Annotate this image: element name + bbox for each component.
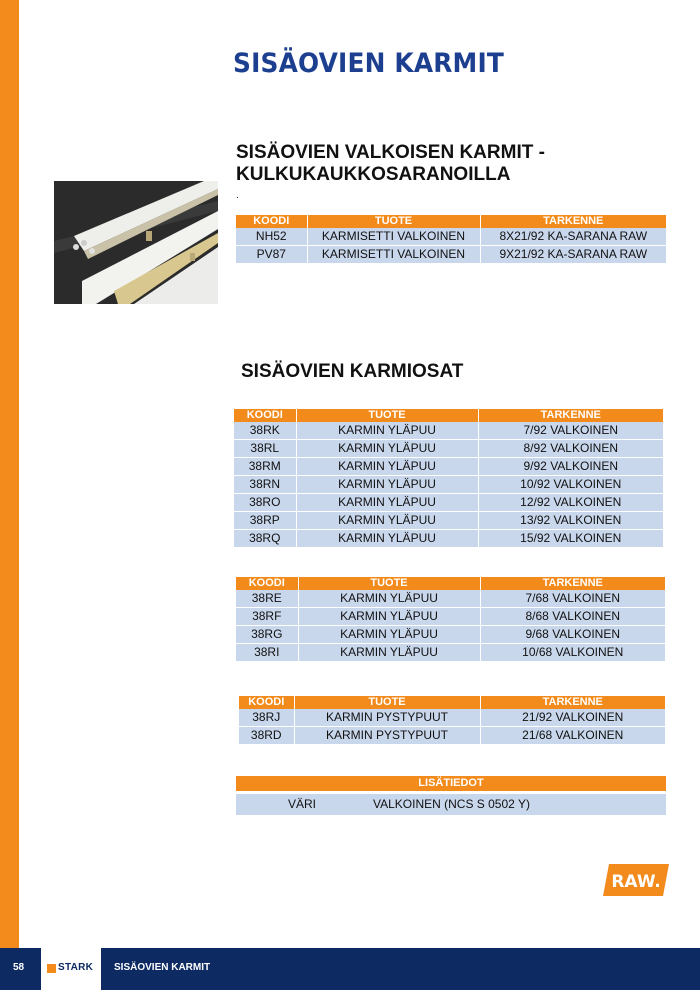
cell-product: KARMIN PYSTYPUUT xyxy=(294,727,480,745)
frame-parts-table-92 xyxy=(234,409,663,548)
cell-code: 38RI xyxy=(236,644,298,662)
table-row xyxy=(234,512,663,530)
raw-logo xyxy=(601,862,671,898)
table-row xyxy=(234,476,663,494)
frame-posts-table xyxy=(239,696,665,745)
cell-product: KARMIN PYSTYPUUT xyxy=(294,709,480,727)
col-header-spec: TARKENNE xyxy=(480,696,665,709)
col-header-spec: TARKENNE xyxy=(478,409,663,422)
col-header-product: TUOTE xyxy=(307,215,480,228)
cell-spec: 21/68 VALKOINEN xyxy=(480,727,665,745)
cell-code: 38RM xyxy=(234,458,296,476)
col-header-code: KOODI xyxy=(239,696,294,709)
cell-product: KARMIN YLÄPUU xyxy=(298,590,480,608)
cell-spec: 9/68 VALKOINEN xyxy=(480,626,665,644)
table-row xyxy=(234,458,663,476)
stark-logo xyxy=(41,948,101,990)
cell-product: KARMIN YLÄPUU xyxy=(298,644,480,662)
table-row xyxy=(236,590,665,608)
cell-spec: 7/92 VALKOINEN xyxy=(478,422,663,440)
cell-spec: 7/68 VALKOINEN xyxy=(480,590,665,608)
cell-product: KARMIN YLÄPUU xyxy=(296,422,478,440)
footer-title: SISÄOVIEN KARMIT xyxy=(114,962,211,973)
cell-spec: 21/92 VALKOINEN xyxy=(480,709,665,727)
cell-product: KARMIN YLÄPUU xyxy=(298,608,480,626)
cell-product: KARMIN YLÄPUU xyxy=(296,440,478,458)
cell-code: 38RO xyxy=(234,494,296,512)
table-header-row xyxy=(236,215,666,228)
cell-code: 38RE xyxy=(236,590,298,608)
cell-product: KARMIN YLÄPUU xyxy=(296,512,478,530)
cell-spec: 12/92 VALKOINEN xyxy=(478,494,663,512)
cell-code: 38RL xyxy=(234,440,296,458)
cell-code: 38RQ xyxy=(234,530,296,548)
info-value: VALKOINEN (NCS S 0502 Y) xyxy=(373,797,530,811)
table-row xyxy=(234,422,663,440)
cell-code: 38RN xyxy=(234,476,296,494)
cell-spec: 8/92 VALKOINEN xyxy=(478,440,663,458)
cell-spec: 13/92 VALKOINEN xyxy=(478,512,663,530)
cell-spec: 10/68 VALKOINEN xyxy=(480,644,665,662)
cell-code: 38RK xyxy=(234,422,296,440)
page-title: SISÄOVIEN KARMIT xyxy=(233,48,505,79)
section-title-line2: KULKUKAUKKOSARANOILLA xyxy=(236,164,511,185)
cell-code: 38RD xyxy=(239,727,294,745)
cell-product: KARMISETTI VALKOINEN xyxy=(307,246,480,264)
col-header-product: TUOTE xyxy=(296,409,478,422)
col-header-code: KOODI xyxy=(236,215,307,228)
product-image-door-frames xyxy=(54,181,218,304)
info-label: VÄRI xyxy=(288,797,317,811)
table-row xyxy=(239,727,665,745)
cell-spec: 8/68 VALKOINEN xyxy=(480,608,665,626)
cell-code: 38RJ xyxy=(239,709,294,727)
stark-logo-mark-icon xyxy=(47,964,56,973)
col-header-product: TUOTE xyxy=(298,577,480,590)
section-title-line1: SISÄOVIEN VALKOISEN KARMIT - xyxy=(236,142,545,163)
cell-product: KARMIN YLÄPUU xyxy=(296,530,478,548)
table-header-row xyxy=(234,409,663,422)
section-title-frame-parts: SISÄOVIEN KARMIOSAT xyxy=(241,361,464,382)
table-row xyxy=(234,440,663,458)
cell-product: KARMISETTI VALKOINEN xyxy=(307,228,480,246)
table-row xyxy=(236,228,666,246)
page-number: 58 xyxy=(13,962,25,973)
table-row xyxy=(236,644,665,662)
cell-product: KARMIN YLÄPUU xyxy=(298,626,480,644)
info-row-color xyxy=(236,794,666,815)
stray-dot: . xyxy=(236,190,239,201)
cell-product: KARMIN YLÄPUU xyxy=(296,458,478,476)
table-row xyxy=(236,626,665,644)
col-header-code: KOODI xyxy=(234,409,296,422)
table-row xyxy=(234,494,663,512)
cell-code: 38RP xyxy=(234,512,296,530)
col-header-product: TUOTE xyxy=(294,696,480,709)
col-header-spec: TARKENNE xyxy=(480,215,666,228)
frame-parts-table-68 xyxy=(236,577,665,662)
footer-bar xyxy=(0,948,700,990)
info-header: LISÄTIEDOT xyxy=(236,776,666,791)
col-header-spec: TARKENNE xyxy=(480,577,665,590)
table-header-row xyxy=(236,577,665,590)
table-row xyxy=(239,709,665,727)
cell-spec: 15/92 VALKOINEN xyxy=(478,530,663,548)
cell-code: NH52 xyxy=(236,228,307,246)
frames-table xyxy=(236,215,666,264)
table-header-row xyxy=(239,696,665,709)
cell-spec: 8X21/92 KA-SARANA RAW xyxy=(480,228,666,246)
table-row xyxy=(236,608,665,626)
cell-code: PV87 xyxy=(236,246,307,264)
col-header-code: KOODI xyxy=(236,577,298,590)
cell-product: KARMIN YLÄPUU xyxy=(296,476,478,494)
raw-logo-text: RAW. xyxy=(611,872,661,892)
left-accent-bar xyxy=(0,0,19,948)
table-row xyxy=(234,530,663,548)
cell-spec: 9/92 VALKOINEN xyxy=(478,458,663,476)
cell-spec: 9X21/92 KA-SARANA RAW xyxy=(480,246,666,264)
stark-logo-text: STARK xyxy=(58,962,94,973)
table-row xyxy=(236,246,666,264)
cell-product: KARMIN YLÄPUU xyxy=(296,494,478,512)
cell-code: 38RF xyxy=(236,608,298,626)
cell-code: 38RG xyxy=(236,626,298,644)
cell-spec: 10/92 VALKOINEN xyxy=(478,476,663,494)
